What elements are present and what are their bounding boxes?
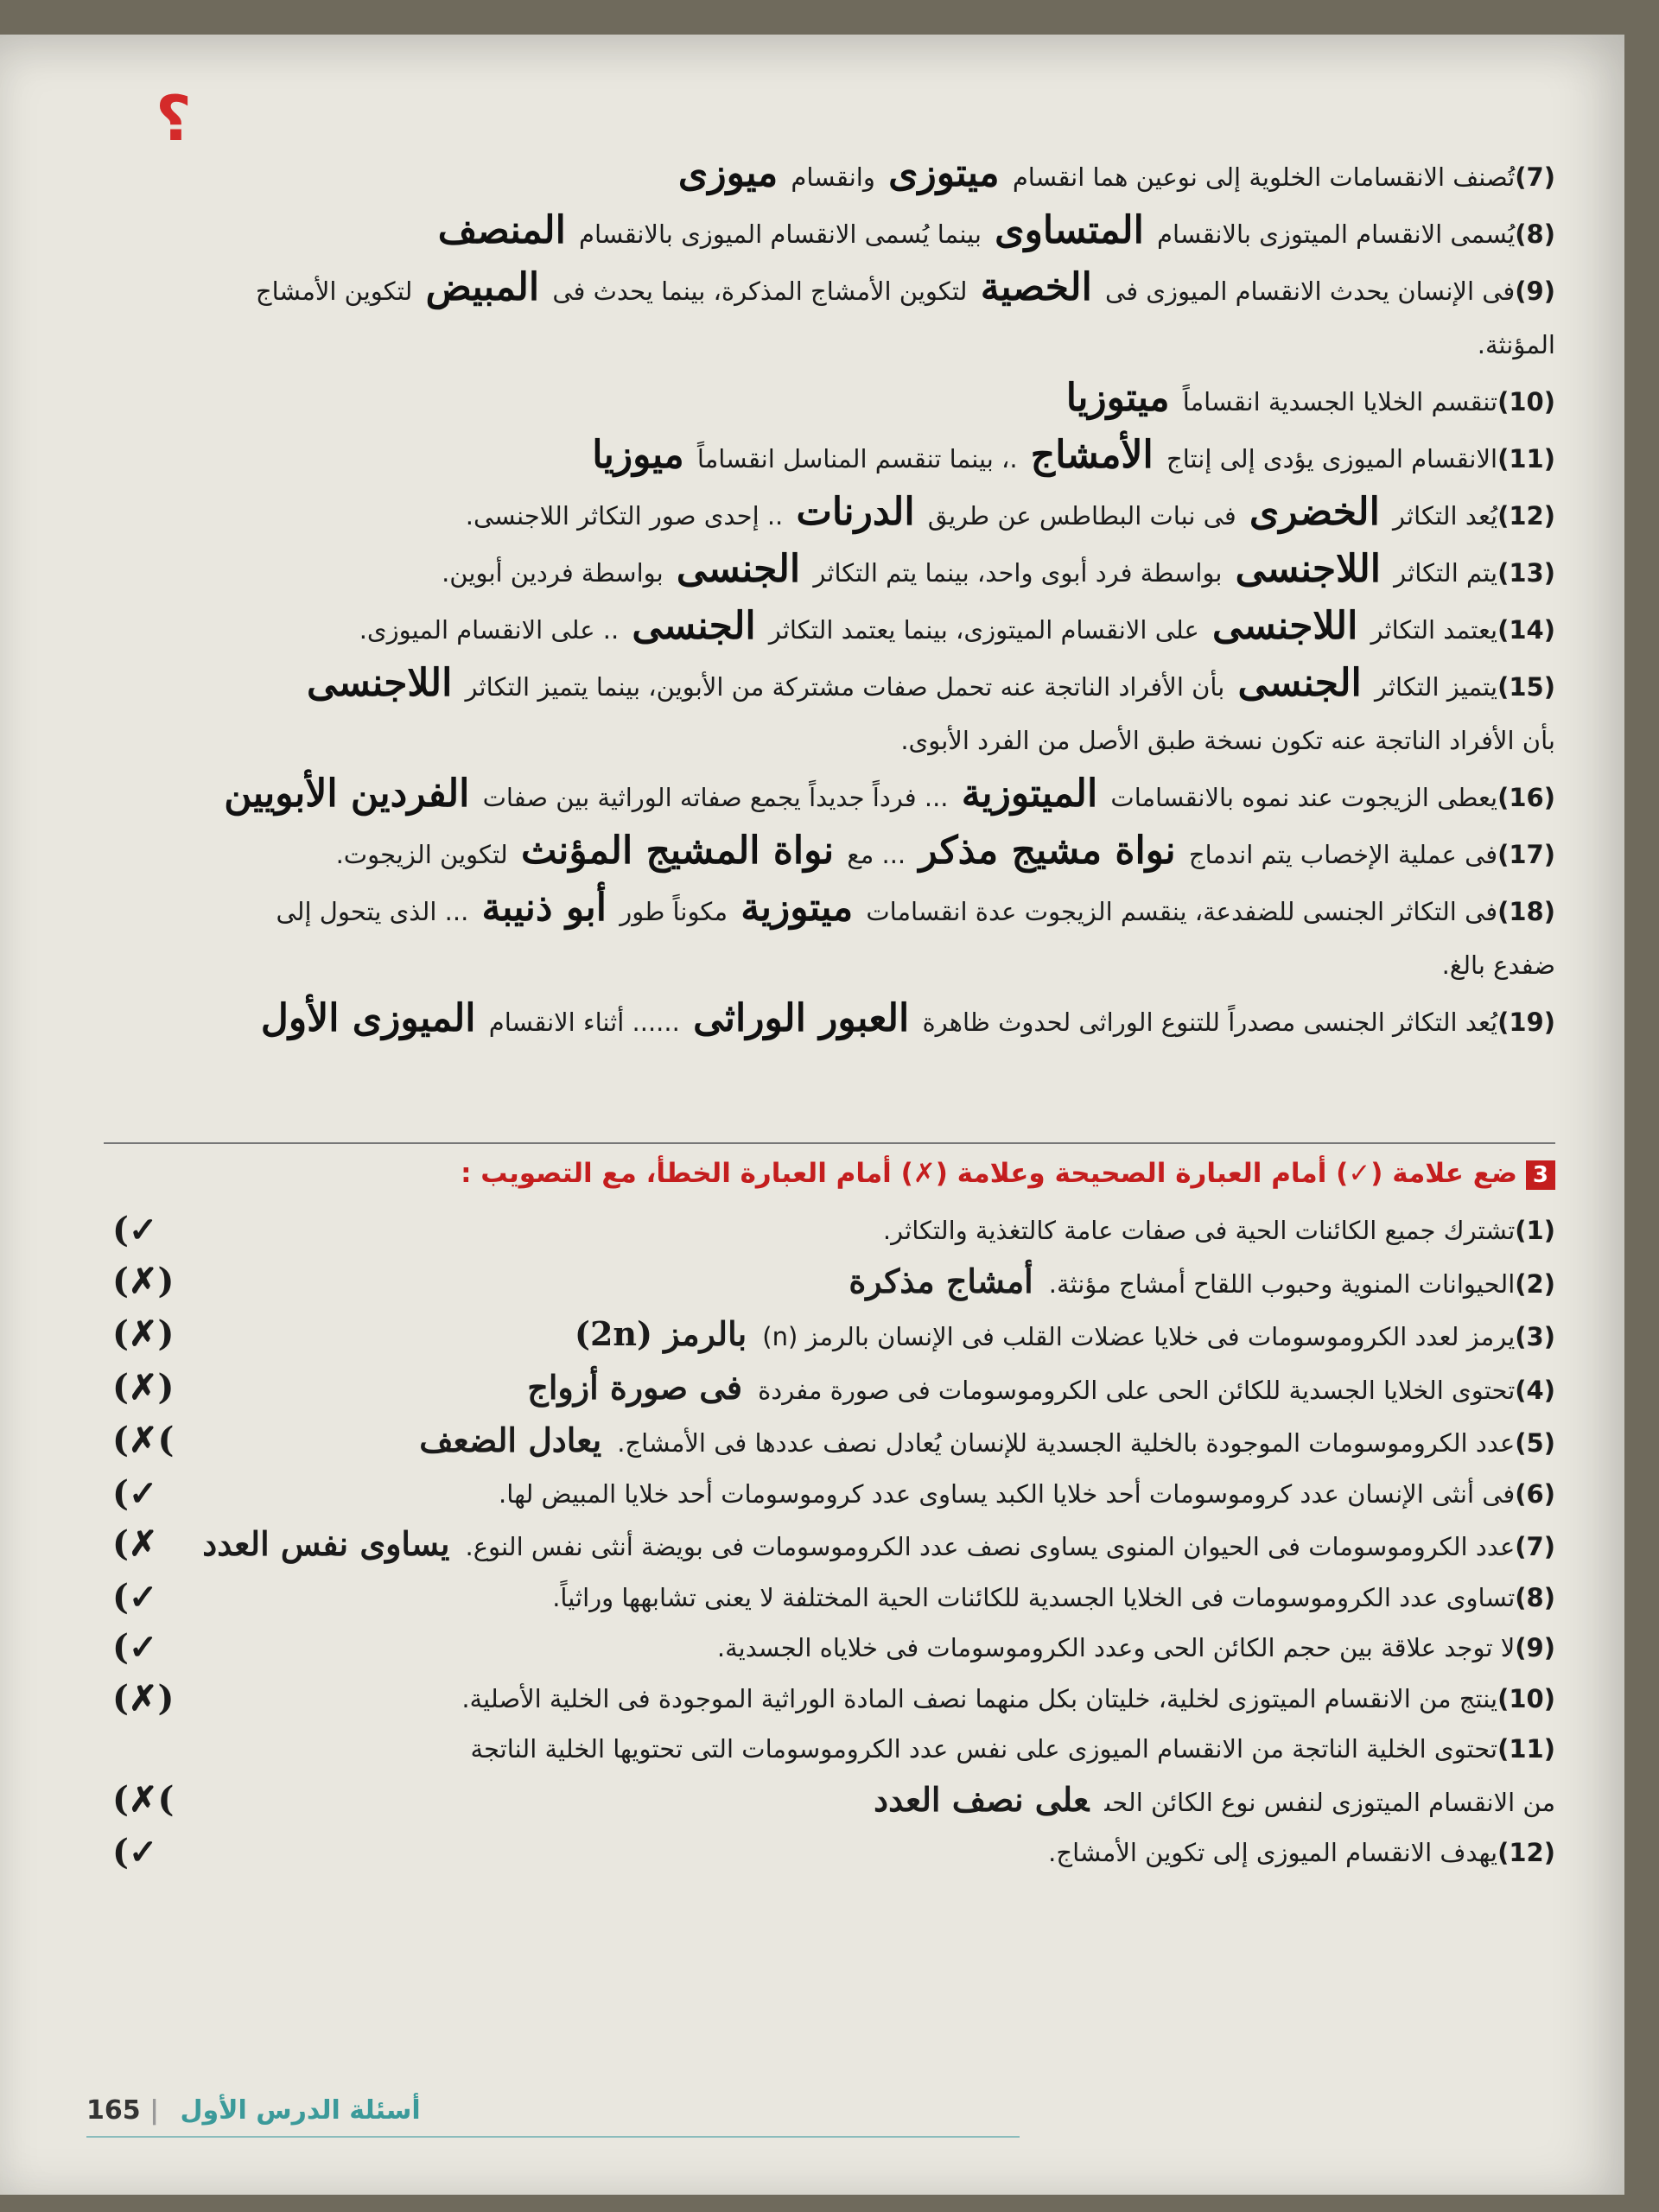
fill-question <box>121 147 1555 204</box>
question-number: (13) <box>1497 558 1555 588</box>
item-number: (3) <box>1515 1322 1555 1351</box>
statement-text: لا توجد علاقة بين حجم الكائن الحى وعدد الكروموسومات فى خلاياه الجسدية. <box>716 1633 1516 1662</box>
fill-question <box>121 486 1555 543</box>
handwritten-correction: يساوى نفس العدد <box>202 1524 450 1563</box>
question-text: .. على الانقسام الميوزى. <box>359 615 627 645</box>
true-false-item <box>86 1256 1555 1310</box>
handwritten-answer: الميوزى الأول <box>260 996 476 1040</box>
handwritten-answer: الجنسى <box>1237 661 1362 705</box>
question-text: تُصنف الانقسامات الخلوية إلى نوعين هما انقسام <box>1004 162 1516 192</box>
handwritten-mark: (✗) <box>112 1260 175 1301</box>
question-text: يعطى الزيجوت عند نموه بالانقسامات <box>1103 783 1498 812</box>
handwritten-answer: نواة مشيج مذكر <box>918 829 1176 873</box>
question-number: (17) <box>1497 840 1555 869</box>
question-text: بواسطة فردين أبوين. <box>442 558 671 588</box>
question-number: (14) <box>1497 615 1555 645</box>
question-text-continued: المؤنثة. <box>1477 330 1555 359</box>
true-false-item <box>86 1309 1555 1363</box>
question-text: .، بينما تنقسم المناسل انقساماً <box>689 444 1026 474</box>
statement-text: يهدف الانقسام الميوزى إلى تكوين الأمشاج. <box>1048 1838 1498 1867</box>
question-text-continued: ضفدع بالغ. <box>1441 950 1555 980</box>
statement-text: تحتوى الخلية الناتجة من الانقسام الميوزى على نفس عدد الكروموسومات التى تحتويها الخلية الناتجة <box>470 1734 1498 1764</box>
page-footer: 165 | أسئلة الدرس الأول <box>86 2095 421 2126</box>
question-text: .. إحدى صور التكاثر اللاجنسى. <box>465 501 791 531</box>
question-text: ... الذى يتحول إلى <box>276 897 477 926</box>
handwritten-mark: (✓ <box>112 1472 158 1514</box>
handwritten-mark: (✗( <box>112 1420 175 1460</box>
question-text: يعتمد التكاثر <box>1363 615 1498 645</box>
handwritten-answer: الميتوزية <box>961 772 1098 816</box>
question-number: (7) <box>1515 162 1555 192</box>
question-text: يُسمى الانقسام الميتوزى بالانقسام <box>1148 219 1516 249</box>
question-text: بينما يُسمى الانقسام الميوزى بالانقسام <box>570 219 990 249</box>
question-number: (15) <box>1497 672 1555 702</box>
statement-text: الحيوانات المنوية وحبوب اللقاح أمشاج مؤنثة. <box>1048 1268 1516 1299</box>
question-text: مكوناً طور <box>612 897 736 926</box>
statement-text: عدد الكروموسومات فى الحيوان المنوى يساوى نصف عدد الكروموسومات فى بويضة أنثى نفس النوع. <box>465 1532 1516 1561</box>
handwritten-answer: اللاجنسى <box>1235 547 1381 591</box>
footer-rule <box>86 2136 1020 2138</box>
question-text: ...... أثناء الانقسام <box>480 1007 689 1037</box>
handwritten-correction: يعادل الضعف <box>419 1421 602 1459</box>
handwritten-answer: اللاجنسى <box>1212 604 1358 648</box>
fill-question <box>121 767 1555 824</box>
item-number: (5) <box>1515 1428 1555 1458</box>
true-false-item <box>86 1415 1555 1469</box>
section-title: ضع علامة (✓) أمام العبارة الصحيحة وعلامة (✗) أمام العبارة الخطأ، مع التصويب : <box>461 1158 1517 1189</box>
question-number: (19) <box>1497 1007 1555 1037</box>
question-number: (12) <box>1497 501 1555 531</box>
true-false-item <box>86 1469 1555 1520</box>
handwritten-answer: المنصف <box>437 208 566 252</box>
question-text: يُعد التكاثر <box>1384 501 1498 531</box>
fill-question <box>121 992 1555 1049</box>
section-heading <box>461 1158 1555 1190</box>
item-number: (10) <box>1497 1683 1555 1713</box>
fill-question <box>121 261 1555 372</box>
handwritten-correction: فى صورة أزواج <box>527 1367 743 1407</box>
item-number: (7) <box>1515 1532 1555 1561</box>
handwritten-answer: الأمشاج <box>1030 433 1154 477</box>
handwritten-mark: (✗( <box>112 1778 175 1820</box>
fill-in-questions <box>121 147 1555 1049</box>
question-text: ... مع <box>839 840 914 869</box>
fill-question <box>121 881 1555 992</box>
statement-text: عدد الكروموسومات الموجودة بالخلية الجسدية للإنسان يُعادل نصف عددها فى الأمشاج. <box>617 1428 1516 1458</box>
handwritten-answer: العبور الوراثى <box>693 996 910 1040</box>
question-text: يُعد التكاثر الجنسى مصدراً للتنوع الوراثى لحدوث ظاهرة <box>914 1007 1498 1037</box>
question-text-continued: بأن الأفراد الناتجة عنه تكون نسخة طبق الأصل من الفرد الأبوى. <box>900 726 1555 755</box>
question-text: فى التكاثر الجنسى للضفدعة، ينقسم الزيجوت عدة انقسامات <box>858 897 1498 926</box>
fill-question <box>121 824 1555 881</box>
question-text: تنقسم الخلايا الجسدية انقساماً <box>1174 387 1498 416</box>
true-false-item <box>86 1573 1555 1624</box>
fill-question <box>121 543 1555 600</box>
question-text: لتكوين الأمشاج <box>255 276 421 306</box>
item-number: (2) <box>1515 1268 1555 1299</box>
handwritten-answer: الجنسى <box>632 604 756 648</box>
question-text: فى عملية الإخصاب يتم اندماج <box>1180 840 1498 869</box>
statement-text: تحتوى الخلايا الجسدية للكائن الحى على الكروموسومات فى صورة مفردة <box>758 1375 1516 1405</box>
statement-text: تشترك جميع الكائنات الحية فى صفات عامة كالتغذية والتكاثر. <box>882 1216 1516 1245</box>
handwritten-answer: الدرنات <box>796 490 915 534</box>
fill-question <box>121 657 1555 767</box>
handwritten-correction: أمشاج مذكرة <box>849 1261 1033 1300</box>
statement-text: يرمز لعدد الكروموسومات فى خلايا عضلات القلب فى الإنسان بالرمز (n) <box>762 1322 1516 1351</box>
question-number: (16) <box>1497 783 1555 812</box>
statement-text: تساوى عدد الكروموسومات فى الخلايا الجسدية للكائنات الحية المختلفة لا يعنى تشابهها وراثياً. <box>552 1582 1516 1612</box>
true-false-questions <box>86 1205 1555 1878</box>
handwritten-answer: ميتوزى <box>888 151 1000 195</box>
true-false-item <box>86 1519 1555 1573</box>
handwritten-mark: (✗) <box>112 1366 175 1408</box>
question-number: (11) <box>1497 444 1555 474</box>
handwritten-correction: بالرمز (2n) <box>574 1314 747 1353</box>
true-false-item <box>86 1674 1555 1725</box>
true-false-item <box>86 1623 1555 1674</box>
handwritten-answer: أبو ذنيبة <box>481 886 607 930</box>
statement-text: فى أنثى الإنسان عدد كروموسومات أحد خلايا الكبد يساوى عدد كروموسومات أحد خلايا المبيض لها. <box>499 1478 1516 1509</box>
handwritten-answer: المتساوى <box>995 208 1144 252</box>
handwritten-answer: الفردين الأبويين <box>224 772 470 816</box>
question-text: بأن الأفراد الناتجة عنه تحمل صفات مشتركة من الأبوين، بينما يتميز التكاثر <box>457 672 1233 702</box>
question-text: على الانقسام الميتوزى، بينما يعتمد التكاثر <box>760 615 1207 645</box>
question-text: يتميز التكاثر <box>1366 672 1498 702</box>
fill-question <box>121 372 1555 429</box>
statement-text: ينتج من الانقسام الميتوزى لخلية، خليتان بكل منهما نصف المادة الوراثية الموجودة فى الخلية الأصلية. <box>461 1683 1498 1713</box>
question-text: لتكوين الزيجوت. <box>335 840 516 869</box>
workbook-page <box>0 35 1624 2195</box>
question-number: (8) <box>1515 219 1555 249</box>
item-number: (8) <box>1515 1582 1555 1612</box>
fill-question <box>121 204 1555 261</box>
handwritten-answer: ميتوزيا <box>1065 376 1170 420</box>
handwritten-answer: الخصية <box>980 265 1092 309</box>
handwritten-mark: (✗) <box>112 1313 175 1354</box>
item-number: (4) <box>1515 1375 1555 1405</box>
handwritten-answer: المبيض <box>425 265 540 309</box>
handwritten-mark: (✓ <box>112 1576 158 1618</box>
question-text: لتكوين الأمشاج المذكرة، بينما يحدث فى <box>544 276 976 306</box>
item-number: (6) <box>1515 1478 1555 1509</box>
true-false-item <box>86 1827 1555 1878</box>
item-number: (11) <box>1497 1734 1555 1764</box>
question-text: يتم التكاثر <box>1385 558 1498 588</box>
true-false-item <box>86 1205 1555 1256</box>
handwritten-answer: الجنسى <box>676 547 801 591</box>
question-number: (18) <box>1497 897 1555 926</box>
handwritten-mark: (✗ <box>112 1523 158 1564</box>
handwritten-answer: اللاجنسى <box>307 661 453 705</box>
fill-question <box>121 600 1555 657</box>
item-number: (12) <box>1497 1838 1555 1867</box>
handwritten-answer: ميوزيا <box>592 433 684 477</box>
question-number: (10) <box>1497 387 1555 416</box>
question-number: (9) <box>1515 276 1555 306</box>
handwritten-answer: الخضرى <box>1249 490 1380 534</box>
true-false-item <box>86 1775 1555 1828</box>
section-divider <box>104 1142 1555 1144</box>
handwritten-mark: (✓ <box>112 1832 158 1872</box>
item-number: (9) <box>1515 1633 1555 1662</box>
question-text: بواسطة فرد أبوى واحد، بينما يتم التكاثر <box>805 558 1230 588</box>
handwritten-correction: على نصف العدد <box>874 1779 1090 1819</box>
item-number: (1) <box>1515 1216 1555 1245</box>
true-false-item <box>86 1363 1555 1416</box>
statement-text: من الانقسام الميتوزى لنفس نوع الكائن الحى <box>1104 1787 1555 1817</box>
question-text: فى الإنسان يحدث الانقسام الميوزى فى <box>1096 276 1516 306</box>
fill-question <box>121 429 1555 486</box>
question-text: ... فرداً جديداً يجمع صفاته الوراثية بين صفات <box>474 783 957 812</box>
question-mark-icon: ؟ <box>156 82 192 155</box>
handwritten-mark: (✓ <box>112 1210 158 1250</box>
true-false-item <box>86 1724 1555 1775</box>
section-number-badge: 3 <box>1526 1160 1555 1190</box>
question-text: وانقسام <box>783 162 884 192</box>
handwritten-answer: نواة المشيج المؤنث <box>520 829 835 873</box>
handwritten-mark: (✗) <box>112 1677 175 1719</box>
handwritten-mark: (✓ <box>112 1627 158 1668</box>
handwritten-answer: ميتوزية <box>741 886 854 930</box>
page-number: 165 <box>86 2095 141 2126</box>
handwritten-answer: ميوزى <box>677 151 779 195</box>
lesson-title: أسئلة الدرس الأول <box>180 2095 421 2126</box>
question-text: الانقسام الميوزى يؤدى إلى إنتاج <box>1158 444 1498 474</box>
question-text: فى نبات البطاطس عن طريق <box>919 501 1244 531</box>
